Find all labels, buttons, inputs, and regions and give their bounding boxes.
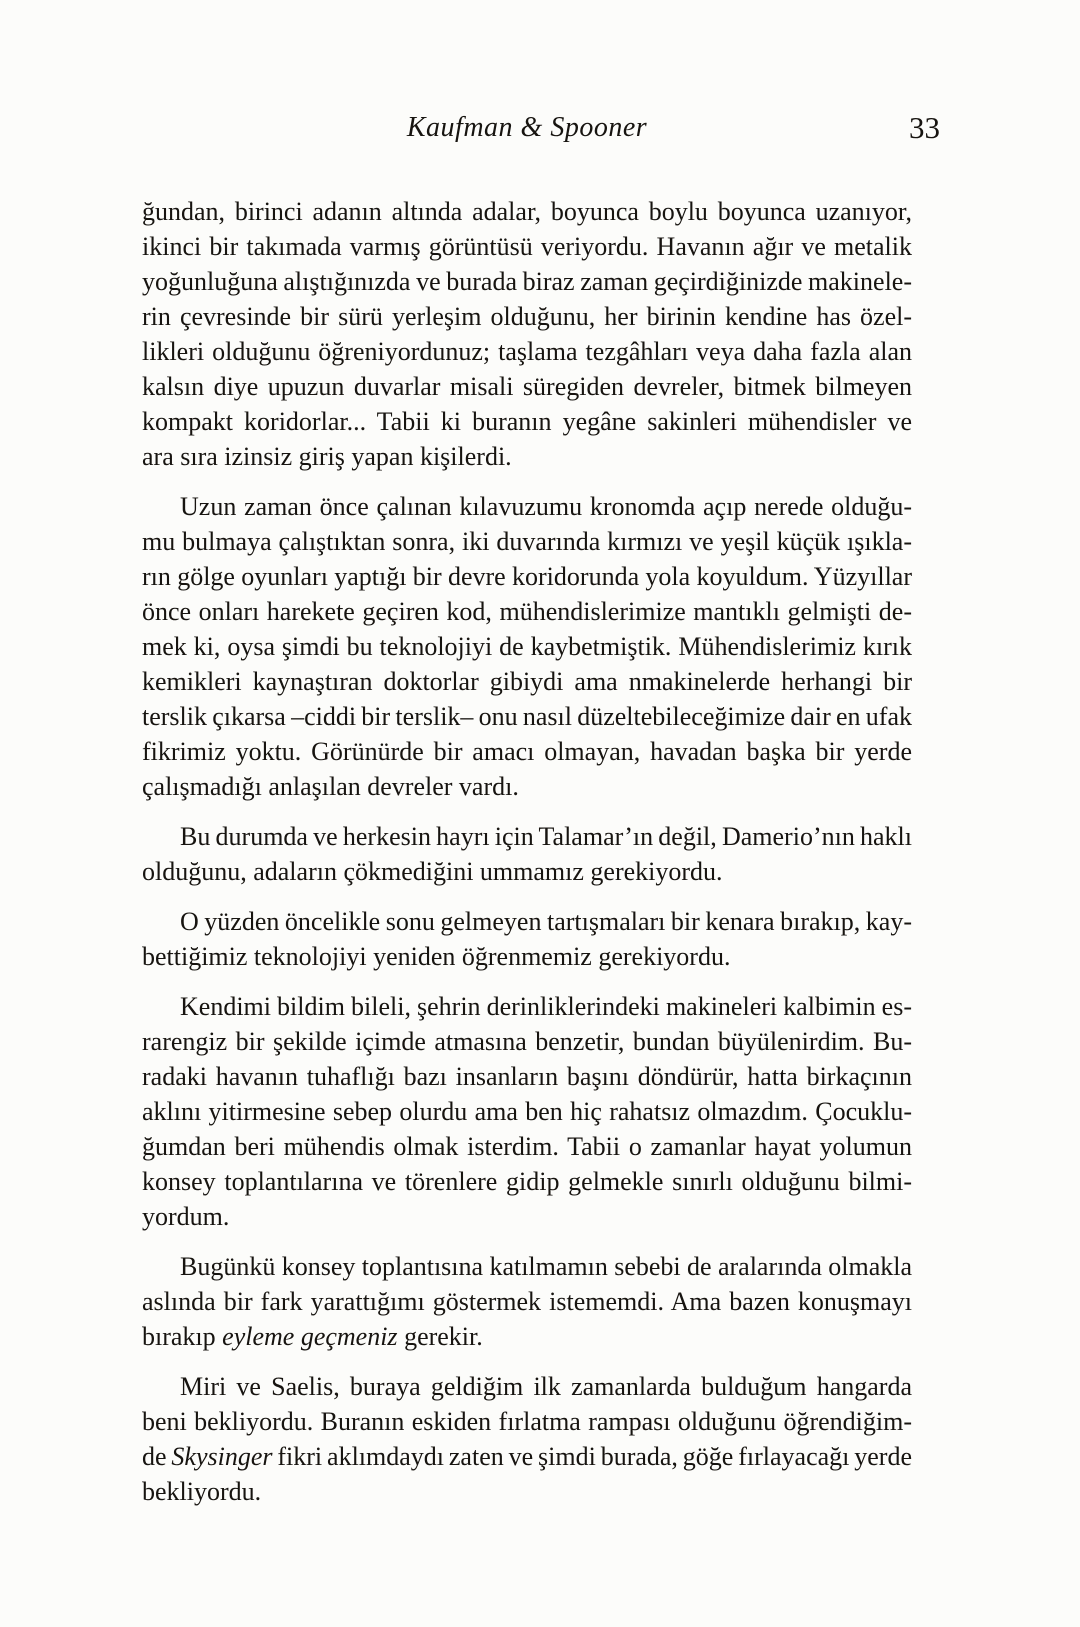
text-line: ğumdan beri mühendis olmak isterdim. Tabii o zamanlar hayat yolumun xyxy=(142,1132,912,1161)
paragraph xyxy=(142,1249,912,1354)
paragraph xyxy=(142,489,912,804)
text-line: yordum. xyxy=(142,1202,230,1231)
text-line: Uzun zaman önce çalınan kılavuzumu kronomda açıp nerede olduğu- xyxy=(180,492,912,521)
text-line: radaki havanın tuhaflığı bazı insanların başını döndürür, hatta birkaçının xyxy=(142,1062,912,1091)
text-line: bekliyordu. xyxy=(142,1477,262,1506)
text-line: kemikleri kaynaştıran doktorlar gibiydi ama nmakinelerde herhangi bir xyxy=(142,667,912,696)
text-line: yoğunluğuna alıştığınızda ve burada biraz zaman geçirdiğinizde makinele- xyxy=(142,267,912,296)
paragraph xyxy=(142,904,912,974)
running-title: Kaufman & Spooner xyxy=(406,112,648,143)
text-line: beni bekliyordu. Buranın eskiden fırlatma rampası olduğunu öğrendiğim- xyxy=(142,1407,912,1436)
text-line: kalsın diye upuzun duvarlar misali süregiden devreler, bitmek bilmeyen xyxy=(142,372,912,401)
text-line: aslında bir fark yarattığımı göstermek istememdi. Ama bazen konuşmayı xyxy=(142,1287,912,1316)
text-line: aklını yitirmesine sebep olurdu ama ben hiç rahatsız olmazdım. Çocuklu- xyxy=(142,1097,912,1126)
text-line: önce onları harekete geçiren kod, mühendislerimize mantıklı gelmişti de- xyxy=(142,597,912,626)
text-line: ara sıra izinsiz giriş yapan kişilerdi. xyxy=(142,442,512,471)
text-line: konsey toplantılarına ve törenlere gidip gelmekle sınırlı olduğunu bilmi- xyxy=(142,1167,912,1196)
paragraph xyxy=(142,989,912,1234)
text-line: olduğunu, adaların çökmediğini ummamız gerekiyordu. xyxy=(142,857,723,886)
text-line: rin çevresinde bir sürü yerleşim olduğunu, her birinin kendine has özel- xyxy=(142,302,912,331)
text-line: ikinci bir takımada varmış görüntüsü veriyordu. Havanın ağır ve metalik xyxy=(142,232,912,261)
page-number: 33 xyxy=(909,110,940,145)
text-line: Bugünkü konsey toplantısına katılmamın sebebi de aralarında olmakla xyxy=(180,1252,912,1281)
text-line: mu bulmaya çalıştıktan sonra, iki duvarında kırmızı ve yeşil küçük ışıkla- xyxy=(142,527,912,556)
text-line: likleri olduğunu öğreniyordunuz; taşlama tezgâhları veya daha fazla alan xyxy=(142,337,912,366)
text-line: rarengiz bir şekilde içimde atmasına benzetir, bundan büyülenirdim. Bu- xyxy=(142,1027,912,1056)
text-line: Kendimi bildim bileli, şehrin derinliklerindeki makineleri kalbimin es- xyxy=(180,992,912,1021)
text-line: O yüzden öncelikle sonu gelmeyen tartışmaları bir kenara bırakıp, kay- xyxy=(180,907,912,936)
text-line: Miri ve Saelis, buraya geldiğim ilk zamanlarda bulduğum hangarda xyxy=(180,1372,912,1401)
text-line: mek ki, oysa şimdi bu teknolojiyi de kaybetmiştik. Mühendislerimiz kırık xyxy=(142,632,912,661)
text-line: Bu durumda ve herkesin hayrı için Talamar’ın değil, Damerio’nın haklı xyxy=(180,822,912,851)
paragraph xyxy=(142,194,912,474)
text-line: de Skysinger fikri aklımdaydı zaten ve şimdi burada, göğe fırlayacağı yerde xyxy=(142,1442,912,1471)
paragraph xyxy=(142,1369,912,1509)
text-line: ğundan, birinci adanın altında adalar, boyunca boylu boyunca uzanıyor, xyxy=(142,197,912,226)
text-line: terslik çıkarsa –ciddi bir terslik– onu nasıl düzeltebileceğimize dair en ufak xyxy=(142,702,912,731)
text-line: kompakt koridorlar... Tabii ki buranın yegâne sakinleri mühendisler ve xyxy=(142,407,912,436)
page-header xyxy=(142,112,912,152)
text-line: çalışmadığı anlaşılan devreler vardı. xyxy=(142,772,519,801)
text-line: rın gölge oyunları yaptığı bir devre koridorunda yola koyuldum. Yüzyıllar xyxy=(142,562,912,591)
text-line: bettiğimiz teknolojiyi yeniden öğrenmemiz gerekiyordu. xyxy=(142,942,731,971)
text-line: bırakıp eyleme geçmeniz gerekir. xyxy=(142,1322,483,1351)
page-body xyxy=(142,194,912,1509)
paragraph xyxy=(142,819,912,889)
text-line: fikrimiz yoktu. Görünürde bir amacı olmayan, havadan başka bir yerde xyxy=(142,737,912,766)
